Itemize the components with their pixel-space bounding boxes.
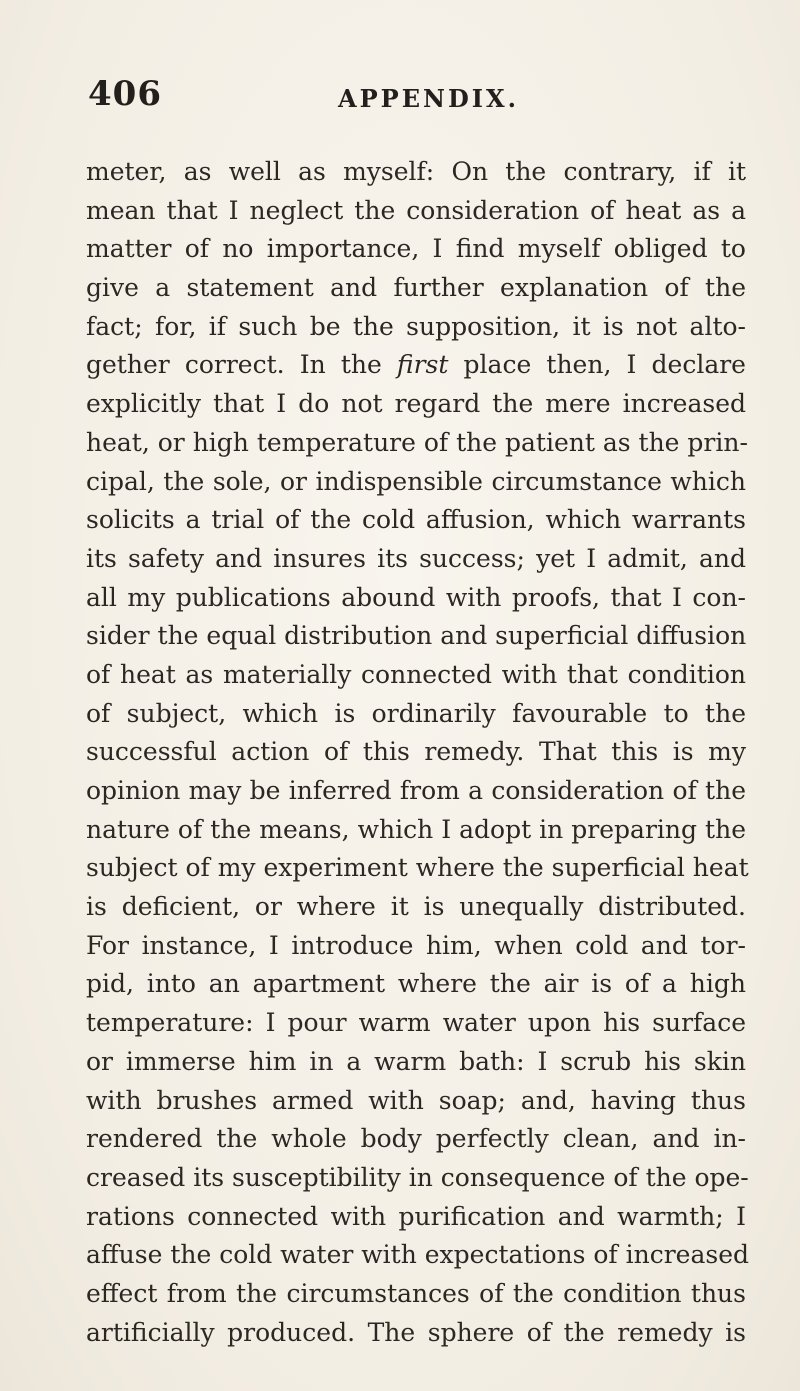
text-line: effect from the circumstances of the condition thus	[86, 1278, 746, 1308]
text-line: rations connected with purification and warmth; I	[86, 1201, 746, 1231]
text-run: place then, I declare	[448, 350, 746, 380]
text-line: cipal, the sole, or indispensible circumstance which	[86, 466, 746, 496]
running-head: APPENDIX.	[338, 84, 519, 113]
text-run: gether correct. In the	[86, 350, 397, 380]
page-number: 406	[88, 74, 162, 114]
text-line: fact; for, if such be the supposition, it is not alto-	[86, 311, 746, 341]
text-line: affuse the cold water with expectations of increased	[86, 1240, 750, 1270]
body-text	[86, 153, 750, 1352]
text-line: all my publications abound with proofs, that I con-	[86, 582, 746, 612]
text-line: matter of no importance, I find myself obliged to	[86, 234, 746, 264]
text-line	[86, 346, 746, 385]
text-line: subject of my experiment where the superficial heat	[86, 853, 749, 883]
text-line: artificially produced. The sphere of the remedy is	[86, 1317, 746, 1347]
text-line: pid, into an apartment where the air is of a high	[86, 969, 746, 999]
text-line: meter, as well as myself: On the contrary, if it	[86, 157, 746, 186]
text-line: solicits a trial of the cold affusion, which warrants	[86, 505, 746, 535]
italic-emphasis: first	[396, 350, 449, 380]
text-line: is deficient, or where it is unequally distributed.	[86, 892, 746, 922]
text-line: mean that I neglect the consideration of heat as a	[86, 195, 746, 225]
text-line: sider the equal distribution and superficial diffusion	[86, 621, 747, 651]
text-line: heat, or high temperature of the patient as the prin-	[86, 427, 748, 457]
text-line: opinion may be inferred from a consideration of the	[86, 776, 746, 805]
text-line: For instance, I introduce him, when cold and tor-	[86, 930, 746, 960]
page-header	[88, 74, 728, 124]
text-line: of subject, which is ordinarily favourable to the	[86, 698, 746, 728]
text-line: its safety and insures its success; yet I admit, and	[86, 543, 746, 573]
text-line: give a statement and further explanation of the	[86, 273, 746, 303]
text-line: creased its susceptibility in consequence of the ope-	[86, 1162, 749, 1192]
text-line: rendered the whole body perfectly clean, and in-	[86, 1124, 746, 1154]
text-line: of heat as materially connected with that condition	[86, 659, 746, 689]
text-line: with brushes armed with soap; and, having thus	[86, 1085, 746, 1115]
text-line: temperature: I pour warm water upon his surface	[86, 1008, 746, 1038]
text-line: successful action of this remedy. That this is my	[86, 737, 746, 767]
text-line: explicitly that I do not regard the mere increased	[86, 389, 746, 419]
text-line: or immerse him in a warm bath: I scrub his skin	[86, 1046, 746, 1076]
text-line: nature of the means, which I adopt in preparing the	[86, 814, 746, 844]
